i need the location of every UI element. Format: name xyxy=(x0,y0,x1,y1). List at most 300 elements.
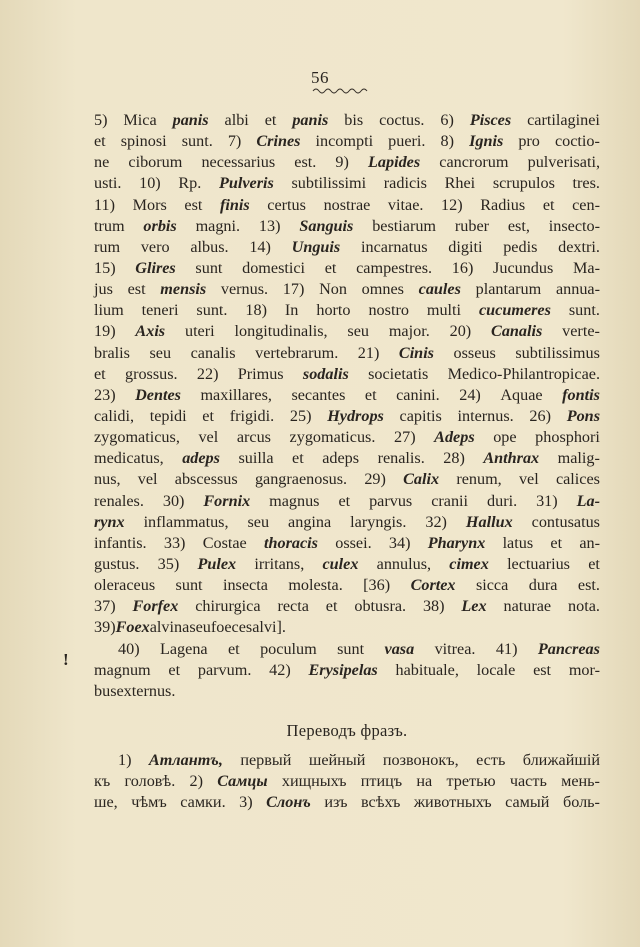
word: 20) xyxy=(449,322,472,341)
emphasized-word: Атлантъ, xyxy=(148,750,223,769)
word: птицъ xyxy=(360,772,403,791)
word: Jucundus xyxy=(493,258,554,277)
word: vero xyxy=(140,237,170,256)
word: Mica xyxy=(123,111,157,129)
text-line xyxy=(94,491,600,512)
word: renalis. xyxy=(377,449,425,468)
word: scrupulos xyxy=(492,174,555,193)
word: 29) xyxy=(364,470,386,489)
word: coctus. xyxy=(379,111,425,129)
word: cancrorum xyxy=(439,153,509,172)
word: 7) xyxy=(227,132,242,151)
emphasized-word: cimex xyxy=(449,554,489,573)
word: incompti xyxy=(315,132,374,151)
text-line xyxy=(94,300,600,321)
word: dura xyxy=(528,576,558,595)
word: externus. xyxy=(116,681,176,700)
emphasized-word: Hydrops xyxy=(327,406,384,425)
emphasized-word: Cinis xyxy=(398,343,434,362)
emphasized-word: Lex xyxy=(461,597,487,616)
text-line xyxy=(94,469,600,490)
word: ближайшій xyxy=(522,750,600,769)
word: pedis xyxy=(503,237,538,256)
word: est. xyxy=(294,153,317,172)
text-line xyxy=(94,512,600,533)
section-heading: Переводъ фразъ. xyxy=(286,720,408,740)
word: necessarius xyxy=(201,153,276,172)
word: первый xyxy=(240,750,292,769)
text-line xyxy=(94,448,600,469)
word: sicca xyxy=(475,576,509,595)
word: 2) xyxy=(189,772,204,791)
word: cranii xyxy=(431,491,469,510)
emphasized-word: Fornix xyxy=(203,491,251,510)
word: an- xyxy=(579,533,600,552)
word: 14) xyxy=(249,237,271,256)
word: mor- xyxy=(568,660,600,679)
word: et xyxy=(550,533,563,552)
word: renum, xyxy=(456,470,502,489)
word: 13) xyxy=(258,216,281,235)
emphasized-word: caules xyxy=(418,280,461,299)
text-line xyxy=(94,152,600,173)
word: sunt. xyxy=(181,132,213,151)
word: 1) xyxy=(118,750,132,769)
word: est xyxy=(533,660,552,679)
word: 17) xyxy=(282,280,305,299)
emphasized-word: Pulex xyxy=(197,554,237,573)
emphasized-word: Glires xyxy=(135,258,176,277)
word: 31) xyxy=(536,491,558,510)
text-line xyxy=(94,173,600,194)
word: et xyxy=(228,639,240,658)
word: tres. xyxy=(572,174,600,193)
word: teneri xyxy=(141,301,179,320)
word: vernus. xyxy=(220,280,269,299)
word: Rp. xyxy=(178,174,202,193)
text-line xyxy=(94,427,600,448)
word: duri. xyxy=(487,491,518,510)
word: recta xyxy=(277,597,309,616)
emphasized-word: rynx xyxy=(94,512,125,531)
word: coctio- xyxy=(554,132,600,151)
word: 16) xyxy=(451,258,474,277)
word: nostro xyxy=(368,301,409,320)
word: всѣхъ xyxy=(361,793,401,812)
word: grossus. xyxy=(124,364,178,383)
word: albi xyxy=(224,111,249,129)
word: arcus xyxy=(236,428,271,447)
word: самый xyxy=(505,793,550,812)
text-line xyxy=(94,660,600,681)
word: мень- xyxy=(561,772,600,791)
word: 11) xyxy=(94,195,115,214)
word: nostrae xyxy=(323,195,371,214)
word: третью xyxy=(446,772,496,791)
emphasized-word: Foex xyxy=(115,618,150,637)
page-number: 56 xyxy=(311,68,329,87)
word: domestici xyxy=(242,258,306,277)
word: 27) xyxy=(394,428,416,447)
word: къ xyxy=(94,772,111,791)
word: inflammatus, xyxy=(143,512,229,531)
word: irritans, xyxy=(254,554,305,573)
word: cartilaginei xyxy=(527,111,600,129)
word: alvi]. xyxy=(252,618,286,637)
word: vel xyxy=(518,470,539,489)
emphasized-word: Forfex xyxy=(132,597,179,616)
word: 22) xyxy=(196,364,219,383)
word: contusatus xyxy=(531,512,600,531)
text-line xyxy=(94,364,600,385)
emphasized-word: Pulveris xyxy=(218,174,274,193)
text-line xyxy=(94,750,600,771)
word: omnes xyxy=(361,280,404,299)
emphasized-word: Pons xyxy=(566,406,600,425)
word: Medico-Philantropicae. xyxy=(447,364,600,383)
emphasized-word: Ignis xyxy=(469,132,504,151)
word: est xyxy=(184,195,203,214)
word: secantes xyxy=(291,385,346,404)
word: gustus. xyxy=(94,554,140,573)
word: plantarum xyxy=(475,280,542,299)
word: et xyxy=(588,554,600,573)
word: et xyxy=(338,491,351,510)
word: [36) xyxy=(363,576,391,595)
text-line xyxy=(94,639,600,660)
word: phosphori xyxy=(535,428,600,447)
wavy-ornament-icon xyxy=(312,86,370,94)
word: oleraceus xyxy=(94,576,156,595)
word: Mors xyxy=(132,195,167,214)
word: laryngis. xyxy=(350,512,407,531)
word: ruber xyxy=(454,216,490,235)
word: et xyxy=(168,660,181,679)
word: 30) xyxy=(162,491,185,510)
word: 42) xyxy=(269,660,291,679)
word: medicatus, xyxy=(94,449,164,468)
word: subtilissimus xyxy=(515,343,600,362)
word: Ma- xyxy=(573,258,600,277)
text-line xyxy=(94,596,600,617)
emphasized-word: Pancreas xyxy=(537,639,600,658)
emphasized-word: Unguis xyxy=(291,237,341,256)
word: longitudinalis, xyxy=(234,322,328,341)
word: vitae. xyxy=(387,195,424,214)
word: 9) xyxy=(335,153,349,172)
word: insecto- xyxy=(548,216,600,235)
word: 33) xyxy=(163,533,186,552)
latin-exercise-text xyxy=(94,110,600,702)
word: 6) xyxy=(440,111,454,129)
word: ше, xyxy=(94,793,118,812)
text-line xyxy=(94,110,600,131)
text-line xyxy=(94,216,600,237)
word: Non xyxy=(319,280,347,299)
word: horto xyxy=(316,301,351,320)
word: seu xyxy=(247,512,270,531)
word: 21) xyxy=(357,343,380,362)
word: est, xyxy=(507,216,530,235)
word: jus xyxy=(94,280,113,299)
emphasized-word: vasa xyxy=(384,639,415,658)
word: magnus xyxy=(269,491,320,510)
emphasized-word: finis xyxy=(219,195,250,214)
word: Lagena xyxy=(159,639,208,658)
word: renales. xyxy=(94,491,144,510)
word: 10) xyxy=(139,174,161,193)
emphasized-word: Pisces xyxy=(469,111,512,129)
word: seu xyxy=(149,343,172,362)
emphasized-word: cucumeres xyxy=(478,301,551,320)
word: головѣ. xyxy=(124,772,176,791)
text-line xyxy=(94,279,600,300)
emphasized-word: Pharynx xyxy=(427,533,486,552)
word: 25) xyxy=(289,406,312,425)
word: боль- xyxy=(562,793,600,812)
word: bus xyxy=(94,681,117,700)
word: major. xyxy=(388,322,430,341)
emphasized-word: sodalis xyxy=(302,364,349,383)
word: annulus, xyxy=(376,554,432,573)
word: maxillares, xyxy=(200,385,272,404)
word: часть xyxy=(509,772,547,791)
word: In xyxy=(284,301,299,320)
word: calices xyxy=(555,470,600,489)
word: на xyxy=(416,772,433,791)
text-line xyxy=(94,771,600,792)
word: habituale, xyxy=(395,660,459,679)
word: campestres. xyxy=(356,258,433,277)
word: 35) xyxy=(157,554,180,573)
word: rum xyxy=(94,237,121,256)
emphasized-word: Lapides xyxy=(368,153,421,172)
emphasized-word: Sanguis xyxy=(299,216,354,235)
word: verte- xyxy=(562,322,600,341)
russian-translation-text xyxy=(94,750,600,813)
word: uteri xyxy=(184,322,215,341)
margin-mark: ! xyxy=(63,650,69,669)
emphasized-word: Anthrax xyxy=(483,449,540,468)
word: obtusra. xyxy=(354,597,407,616)
emphasized-word: Dentes xyxy=(135,385,181,404)
word: locale xyxy=(476,660,516,679)
word: Rhei xyxy=(444,174,476,193)
word: trum xyxy=(94,216,125,235)
word: 37) xyxy=(94,597,116,616)
emphasized-word: Canalis xyxy=(491,322,543,341)
word: bis xyxy=(344,111,364,129)
word: vel xyxy=(137,470,158,489)
emphasized-word: fontis xyxy=(562,385,600,404)
emphasized-word: culex xyxy=(322,554,359,573)
emphasized-word: Calix xyxy=(403,470,440,489)
word: vel xyxy=(198,428,219,447)
word: ne xyxy=(94,153,110,172)
word: infantis. xyxy=(94,533,147,552)
word: 34) xyxy=(388,533,411,552)
text-line xyxy=(94,258,600,279)
word: subtilissimi xyxy=(291,174,367,193)
word: et xyxy=(94,364,106,383)
text-block xyxy=(94,110,600,813)
word: usti. xyxy=(94,174,122,193)
text-line xyxy=(94,617,600,638)
word: parvum. xyxy=(197,660,252,679)
emphasized-word: Erysipelas xyxy=(308,660,378,679)
word: naturae xyxy=(503,597,552,616)
word: Primus xyxy=(237,364,284,383)
emphasized-word: panis xyxy=(172,111,209,129)
word: есть xyxy=(476,750,506,769)
text-line xyxy=(94,575,600,596)
word: sunt xyxy=(337,639,365,658)
word: 28) xyxy=(443,449,465,468)
word: ciborum xyxy=(128,153,183,172)
word: pulverisati, xyxy=(527,153,600,172)
emphasized-word: La- xyxy=(576,491,600,510)
word: 18) xyxy=(245,301,267,320)
word: est. xyxy=(577,576,600,595)
word: nus, xyxy=(94,470,121,489)
word: molesta. xyxy=(288,576,343,595)
word: bestiarum xyxy=(372,216,437,235)
text-line xyxy=(94,237,600,258)
word: annua- xyxy=(555,280,600,299)
word: Radius xyxy=(480,195,526,214)
text-line xyxy=(94,131,600,152)
emphasized-word: Axis xyxy=(135,322,166,341)
word: foeces xyxy=(210,618,253,637)
word: zygomaticus. xyxy=(289,428,376,447)
emphasized-word: Adeps xyxy=(434,428,475,447)
word: internus. xyxy=(457,406,514,425)
word: osseus xyxy=(453,343,496,362)
word: sunt xyxy=(195,258,223,277)
word: nota. xyxy=(568,597,600,616)
word: adeps xyxy=(322,449,360,468)
word: et xyxy=(364,385,377,404)
word: sunt. xyxy=(568,301,600,320)
word: чѣмъ xyxy=(131,793,167,812)
word: angina xyxy=(288,512,332,531)
word: ope xyxy=(493,428,517,447)
word: radicis xyxy=(383,174,427,193)
word: calidi, xyxy=(94,406,135,425)
emphasized-word: Hallux xyxy=(465,512,513,531)
emphasized-word: Cortex xyxy=(410,576,456,595)
word: шейный xyxy=(308,750,366,769)
word: digiti xyxy=(448,237,483,256)
word: et xyxy=(264,111,277,129)
word: multi xyxy=(426,301,462,320)
text-line xyxy=(94,385,600,406)
text-line xyxy=(94,406,600,427)
emphasized-word: thoracis xyxy=(264,533,318,552)
word: spinosi xyxy=(120,132,167,151)
word: 24) xyxy=(459,385,481,404)
word: cen- xyxy=(572,195,600,214)
emphasized-word: orbis xyxy=(143,216,177,235)
word: изъ xyxy=(324,793,348,812)
word: parvus xyxy=(369,491,413,510)
word: gangraenosus. xyxy=(254,470,348,489)
word: 23) xyxy=(94,385,116,404)
word: 8) xyxy=(440,132,454,151)
word: capitis xyxy=(399,406,442,425)
word: Aquae xyxy=(500,385,543,404)
word: pueri. xyxy=(388,132,426,151)
word: sunt. xyxy=(196,301,228,320)
word: et xyxy=(202,406,214,425)
word: abscessus xyxy=(174,470,238,489)
word: 26) xyxy=(529,406,551,425)
text-line xyxy=(94,792,600,813)
word: canalis xyxy=(190,343,236,362)
text-line xyxy=(94,343,600,364)
word: societatis xyxy=(368,364,429,383)
word: et xyxy=(542,195,555,214)
word: 15) xyxy=(94,258,116,277)
word: 12) xyxy=(441,195,463,214)
emphasized-word: panis xyxy=(292,111,329,129)
text-line xyxy=(94,321,600,342)
word: самки. xyxy=(180,793,226,812)
word: 39) xyxy=(94,618,116,637)
word: хищныхъ xyxy=(281,772,347,791)
word: et xyxy=(325,597,338,616)
word: frigidi. xyxy=(229,406,275,425)
word: lectuarius xyxy=(507,554,570,573)
emphasized-word: Слонъ xyxy=(266,793,311,812)
word: ossei. xyxy=(335,533,372,552)
word: lium xyxy=(94,301,124,320)
emphasized-word: adeps xyxy=(182,449,220,468)
word: позвонокъ, xyxy=(382,750,459,769)
word: poculum xyxy=(260,639,317,658)
word: Costae xyxy=(202,533,247,552)
word: tepidi xyxy=(149,406,187,425)
word: 3) xyxy=(239,793,253,812)
emphasized-word: mensis xyxy=(160,280,207,299)
word: 32) xyxy=(425,512,447,531)
word: et xyxy=(324,258,337,277)
word: 5) xyxy=(94,111,108,129)
word: insecta xyxy=(222,576,268,595)
word: pro xyxy=(518,132,540,151)
word: sunt xyxy=(175,576,203,595)
word: certus xyxy=(267,195,306,214)
text-line xyxy=(94,533,600,554)
word: latus xyxy=(502,533,534,552)
word: chirurgica xyxy=(195,597,261,616)
word: seu xyxy=(347,322,369,341)
word: malig- xyxy=(557,449,600,468)
word: canini. xyxy=(396,385,440,404)
word: dextri. xyxy=(558,237,600,256)
word: alvina xyxy=(149,618,190,637)
word: seu xyxy=(189,618,211,637)
text-line xyxy=(94,195,600,216)
word: incarnatus xyxy=(360,237,428,256)
word: suilla xyxy=(238,449,274,468)
word: zygomaticus, xyxy=(94,428,180,447)
word: vertebrarum. xyxy=(255,343,339,362)
word: albus. xyxy=(190,237,229,256)
word: 41) xyxy=(495,639,518,658)
word: 40) xyxy=(118,639,140,658)
word: est xyxy=(127,280,146,299)
